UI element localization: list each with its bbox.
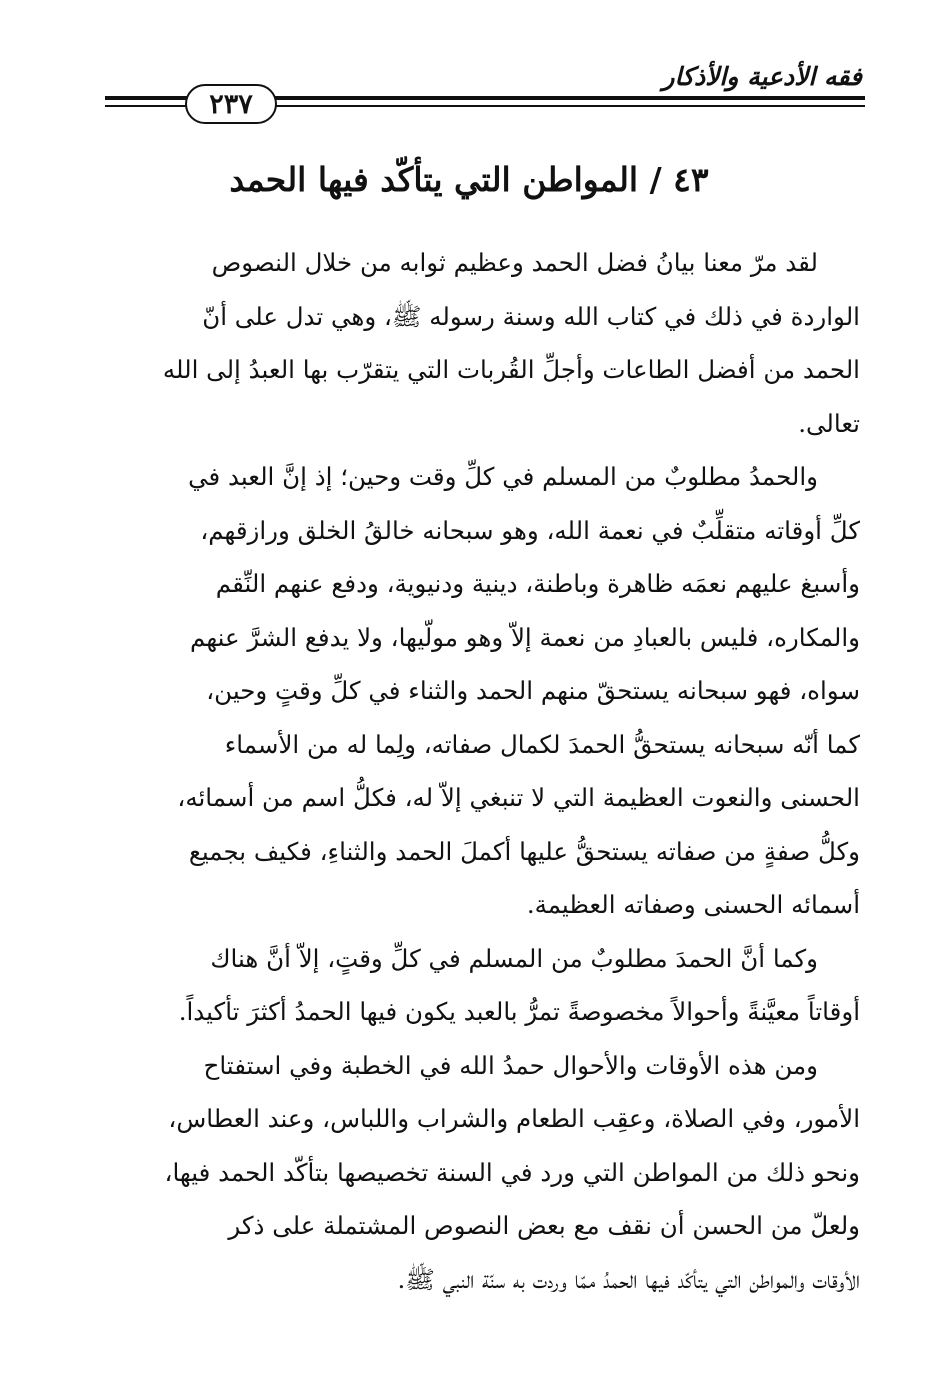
paragraph-1 [104, 236, 860, 450]
text-line: الواردة في ذلك في كتاب الله وسنة رسوله ﷺ، وهي تدل على أنّ [202, 301, 860, 331]
header-rule-left-thick [105, 96, 188, 100]
text-line: ومن هذه الأوقات والأحوال حمدُ الله في الخطبة وفي استفتاح [203, 1050, 818, 1080]
text-line: كلِّ أوقاته متقلِّبٌ في نعمة الله، وهو سبحانه خالقُ الخلق ورازقهم، [200, 515, 860, 545]
text-line: والمكاره، فليس بالعبادِ من نعمة إلاّ وهو مولّيها، ولا يدفع الشرَّ عنهم [190, 622, 860, 652]
text-line: أوقاتاً معيَّنةً وأحوالاً مخصوصةً تمرُّ بالعبد يكون فيها الحمدُ أكثرَ تأكيداً. [178, 997, 860, 1026]
paragraph-4 [104, 1039, 860, 1307]
text-line: ولعلّ من الحسن أن نقف مع بعض النصوص المشتملة على ذكر [228, 1211, 860, 1240]
text-line: ونحو ذلك من المواطن التي ورد في السنة تخصيصها بتأكّد الحمد فيها، [164, 1157, 860, 1187]
header-rule-right-thin [275, 105, 865, 107]
text-line: وكلُّ صفةٍ من صفاته يستحقُّ عليها أكملَ الحمد والثناءِ، فكيف بجميع [188, 836, 860, 866]
paragraph-2 [104, 450, 860, 932]
text-line: سواه، فهو سبحانه يستحقّ منهم الحمد والثناء في كلِّ وقتٍ وحين، [206, 676, 860, 705]
page-number-badge: ٢٣٧ [185, 84, 277, 124]
text-line: وأسبغ عليهم نعمَه ظاهرة وباطنة، دينية ودنيوية، ودفع عنهم النِّقم [215, 569, 860, 598]
text-line: تعالى. [798, 408, 860, 438]
text-line: الأوقات والمواطن التي يتأكّد فيها الحمدُ ممّا وردت به سنّة النبي ﷺ. [397, 1264, 860, 1294]
text-line: وكما أنَّ الحمدَ مطلوبٌ من المسلم في كلِّ وقتٍ، إلاّ أنَّ هناك [210, 943, 818, 973]
chapter-title: ٤٣ / المواطن التي يتأكّد فيها الحمد [229, 160, 709, 199]
text-line: الحسنى والنعوت العظيمة التي لا تنبغي إلاّ له، فكلُّ اسم من أسمائه، [177, 783, 860, 812]
text-line: أسمائه الحسنى وصفاته العظيمة. [526, 890, 860, 919]
text-line: والحمدُ مطلوبٌ من المسلم في كلِّ وقت وحين؛ إذ إنَّ العبد في [188, 462, 818, 491]
paragraph-3 [104, 932, 860, 1039]
text-line: كما أنّه سبحانه يستحقُّ الحمدَ لكمال صفاته، ولِما له من الأسماء [224, 729, 860, 759]
body-text [104, 236, 860, 1306]
text-line: لقد مرّ معنا بيانُ فضل الحمد وعظيم ثوابه من خلال النصوص [211, 248, 818, 277]
text-line: الحمد من أفضل الطاعات وأجلِّ القُربات التي يتقرّب بها العبدُ إلى الله [162, 355, 860, 384]
header-rule-left-thin [105, 105, 188, 107]
header-rule-right-thick [275, 96, 865, 100]
text-line: الأمور، وفي الصلاة، وعقِب الطعام والشراب واللباس، وعند العطاس، [168, 1104, 860, 1133]
book-title-header: فقه الأدعية والأذكار [662, 62, 862, 91]
